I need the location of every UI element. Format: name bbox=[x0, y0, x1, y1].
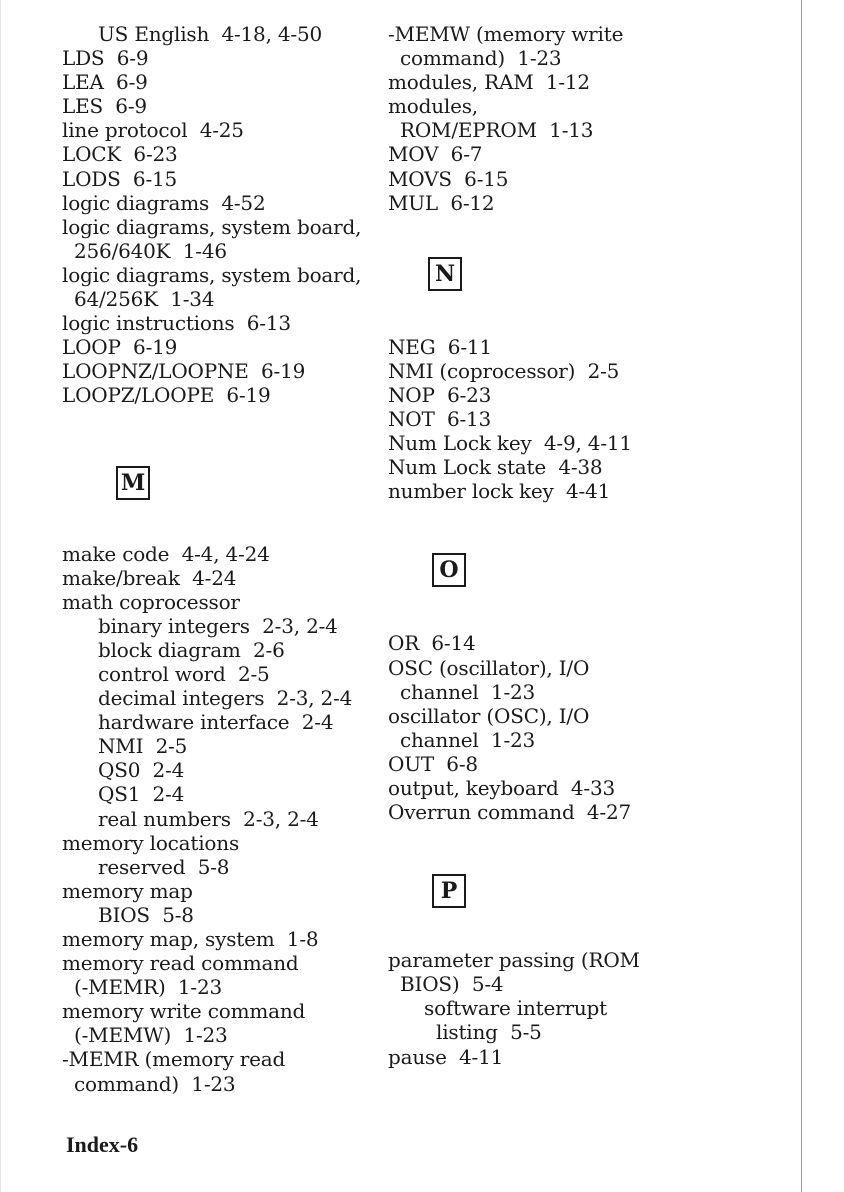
index-subentry: block diagram 2-6 bbox=[98, 637, 285, 662]
index-entry: memory write command bbox=[62, 999, 306, 1024]
index-entry: LODS 6-15 bbox=[62, 166, 178, 191]
index-entry: NOT 6-13 bbox=[388, 407, 492, 432]
index-entry: LOOPNZ/LOOPNE 6-19 bbox=[62, 359, 306, 384]
index-entry: math coprocessor bbox=[62, 589, 240, 614]
index-entry-continuation: BIOS) 5-4 bbox=[400, 972, 504, 997]
index-subentry: software interrupt bbox=[424, 996, 607, 1021]
index-entry: MOVS 6-15 bbox=[388, 166, 509, 191]
section-letter-m: M bbox=[116, 466, 150, 500]
index-entry: LES 6-9 bbox=[62, 94, 147, 119]
left-column bbox=[62, 22, 382, 1096]
index-entry: OR 6-14 bbox=[388, 631, 476, 656]
section-p-header bbox=[388, 874, 788, 922]
index-entry: line protocol 4-25 bbox=[62, 118, 244, 143]
index-entry-continuation: 256/640K 1-46 bbox=[74, 238, 227, 263]
index-entry: output, keyboard 4-33 bbox=[388, 775, 616, 800]
index-subentry-continuation: listing 5-5 bbox=[436, 1020, 542, 1045]
index-entry: Num Lock state 4-38 bbox=[388, 455, 603, 480]
index-entry: modules, bbox=[388, 94, 478, 119]
index-entry-continuation: command) 1-23 bbox=[74, 1071, 236, 1096]
page-footer-label: Index-6 bbox=[66, 1132, 139, 1157]
index-entry: memory map bbox=[62, 878, 193, 903]
index-subentry: NMI 2-5 bbox=[98, 734, 188, 759]
index-entry: memory map, system 1-8 bbox=[62, 927, 319, 951]
left-scan-edge bbox=[0, 0, 1, 1192]
index-subentry: QS0 2-4 bbox=[98, 758, 185, 783]
index-entry-continuation: 64/256K 1-34 bbox=[74, 287, 215, 312]
index-entry-continuation: channel 1-23 bbox=[400, 727, 536, 752]
index-entry: logic diagrams 4-52 bbox=[62, 190, 266, 215]
index-entry: make code 4-4, 4-24 bbox=[62, 541, 270, 566]
section-m-header bbox=[62, 466, 382, 514]
index-entry: NEG 6-11 bbox=[388, 334, 492, 359]
index-entry: oscillator (OSC), I/O bbox=[388, 703, 590, 728]
index-entry: LOCK 6-23 bbox=[62, 142, 178, 167]
right-column bbox=[388, 22, 788, 1069]
index-entry: LOOPZ/LOOPE 6-19 bbox=[62, 383, 271, 408]
index-subentry: control word 2-5 bbox=[98, 661, 270, 686]
index-entry-continuation: (-MEMW) 1-23 bbox=[74, 1023, 228, 1048]
index-subentry: real numbers 2-3, 2-4 bbox=[98, 806, 319, 831]
index-entry: OUT 6-8 bbox=[388, 751, 478, 776]
index-entry-continuation: ROM/EPROM 1-13 bbox=[400, 118, 594, 143]
index-entry: NOP 6-23 bbox=[388, 382, 492, 407]
index-entry: LDS 6-9 bbox=[62, 46, 149, 71]
index-entry: logic diagrams, system board, bbox=[62, 214, 362, 239]
index-entry: -MEMW (memory write bbox=[388, 22, 624, 46]
index-entry: MUL 6-12 bbox=[388, 190, 495, 215]
index-entry: OSC (oscillator), I/O bbox=[388, 655, 590, 680]
section-o-header bbox=[388, 553, 788, 601]
index-entry: make/break 4-24 bbox=[62, 565, 237, 590]
index-subentry: QS1 2-4 bbox=[98, 782, 185, 807]
section-letter-p: P bbox=[432, 874, 466, 908]
index-entry-continuation: channel 1-23 bbox=[400, 679, 536, 704]
index-entry: NMI (coprocessor) 2-5 bbox=[388, 358, 620, 383]
index-entry-continuation: command) 1-23 bbox=[400, 46, 562, 71]
index-subentry: hardware interface 2-4 bbox=[98, 710, 334, 735]
index-entry: -MEMR (memory read bbox=[62, 1047, 286, 1072]
index-entry: pause 4-11 bbox=[388, 1044, 504, 1069]
index-entry: memory read command bbox=[62, 951, 299, 976]
index-entry: logic diagrams, system board, bbox=[62, 262, 362, 287]
index-entry: LEA 6-9 bbox=[62, 70, 148, 95]
right-scan-edge bbox=[801, 0, 802, 1192]
section-n-header bbox=[388, 257, 788, 305]
section-letter-o: O bbox=[432, 553, 466, 587]
index-subentry: decimal integers 2-3, 2-4 bbox=[98, 686, 353, 711]
index-entry: parameter passing (ROM bbox=[388, 948, 640, 973]
index-entry: number lock key 4-41 bbox=[388, 479, 611, 504]
index-entry: memory locations bbox=[62, 830, 240, 855]
index-subentry: reserved 5-8 bbox=[98, 854, 230, 879]
index-entry: Num Lock key 4-9, 4-11 bbox=[388, 431, 632, 456]
index-subentry: binary integers 2-3, 2-4 bbox=[98, 613, 338, 638]
index-entry: Overrun command 4-27 bbox=[388, 800, 631, 825]
index-entry: US English 4-18, 4-50 bbox=[98, 22, 323, 46]
index-entry: modules, RAM 1-12 bbox=[388, 70, 590, 95]
index-subentry: BIOS 5-8 bbox=[98, 902, 194, 927]
index-entry: logic instructions 6-13 bbox=[62, 311, 291, 336]
index-entry-continuation: (-MEMR) 1-23 bbox=[74, 975, 223, 1000]
index-entry: MOV 6-7 bbox=[388, 142, 483, 167]
section-letter-n: N bbox=[428, 257, 462, 291]
index-entry: LOOP 6-19 bbox=[62, 335, 178, 360]
